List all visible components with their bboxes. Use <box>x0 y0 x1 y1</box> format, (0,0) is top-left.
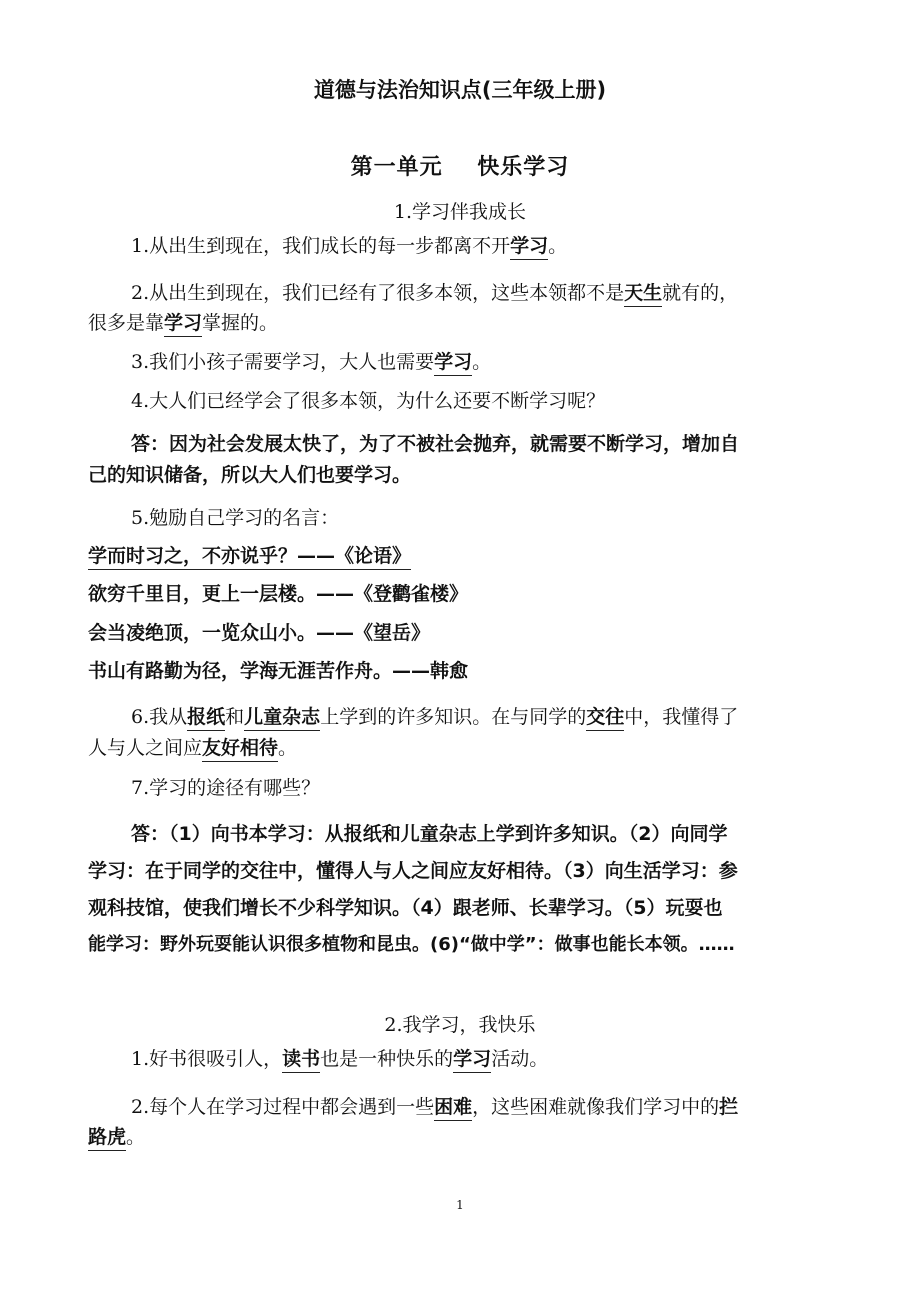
paragraph-1: 1.从出生到现在，我们成长的每一步都离不开学习。 <box>131 234 876 258</box>
underlined-answer: 学习 <box>434 351 472 376</box>
page-number: 1 <box>456 1198 464 1212</box>
answer-7-line-1: 答：（1）向书本学习：从报纸和儿童杂志上学到许多知识。（2）向同学 <box>131 823 728 845</box>
unit-heading: 第一单元 快乐学习 <box>350 155 570 180</box>
underlined-answer: 友好相待 <box>202 737 278 762</box>
underlined-answer: 交往 <box>586 706 624 731</box>
paragraph-6-line-2: 人与人之间应友好相待。 <box>88 736 833 760</box>
answer-4-line-1: 答：因为社会发展太快了，为了不被社会抛弃，就需要不断学习，增加自 <box>131 433 740 455</box>
underlined-answer: 读书 <box>282 1048 320 1073</box>
lesson-2-paragraph-2-line-1: 2.每个人在学习过程中都会遇到一些困难，这些困难就像我们学习中的拦 <box>131 1095 833 1119</box>
paragraph-5: 5.勉励自己学习的名言： <box>131 507 340 529</box>
quote-1: 学而时习之，不亦说乎？——《论语》 <box>88 544 833 568</box>
answer-7-line-3: 观科技馆，使我们增长不少科学知识。（4）跟老师、长辈学习。（5）玩耍也 <box>88 897 723 919</box>
quote-4: 书山有路勤为径，学海无涯苦作舟。——韩愈 <box>88 660 469 682</box>
underlined-answer: 困难 <box>434 1096 472 1121</box>
paragraph-7: 7.学习的途径有哪些？ <box>131 777 321 799</box>
lesson-1-heading: 1.学习伴我成长 <box>393 201 527 223</box>
paragraph-2-line-1: 2.从出生到现在，我们已经有了很多本领，这些本领都不是天生就有的， <box>131 281 833 305</box>
underlined-answer: 儿童杂志 <box>244 706 320 731</box>
quote-2: 欲穷千里目，更上一层楼。——《登鹳雀楼》 <box>88 583 469 605</box>
underlined-answer: 学习 <box>164 312 202 337</box>
underlined-answer: 报纸 <box>187 706 225 731</box>
answer-7-line-4: 能学习：野外玩耍能认识很多植物和昆虫。(6)“做中学”：做事也能长本领。…… <box>88 934 735 955</box>
quote-3: 会当凌绝顶，一览众山小。——《望岳》 <box>88 622 431 644</box>
paragraph-4: 4.大人们已经学会了很多本领，为什么还要不断学习呢？ <box>131 390 606 412</box>
lesson-2-paragraph-1: 1.好书很吸引人，读书也是一种快乐的学习活动。 <box>131 1047 876 1071</box>
lesson-2-heading: 2.我学习，我快乐 <box>384 1014 536 1036</box>
underlined-answer: 路虎 <box>88 1126 126 1151</box>
underlined-answer: 学习 <box>510 235 548 260</box>
lesson-2-paragraph-2-line-2: 路虎。 <box>88 1125 833 1149</box>
answer-7-line-2: 学习：在于同学的交往中，懂得人与人之间应友好相待。（3）向生活学习：参 <box>88 860 738 882</box>
paragraph-2-line-2: 很多是靠学习掌握的。 <box>88 311 833 335</box>
paragraph-3: 3.我们小孩子需要学习，大人也需要学习。 <box>131 350 876 374</box>
answer-4-line-2: 己的知识储备，所以大人们也要学习。 <box>88 464 412 486</box>
underlined-answer: 天生 <box>624 282 662 307</box>
underlined-answer: 学习 <box>453 1048 491 1073</box>
paragraph-6-line-1: 6.我从报纸和儿童杂志上学到的许多知识。在与同学的交往中，我懂得了 <box>131 705 833 729</box>
document-title: 道德与法治知识点(三年级上册) <box>313 78 607 102</box>
